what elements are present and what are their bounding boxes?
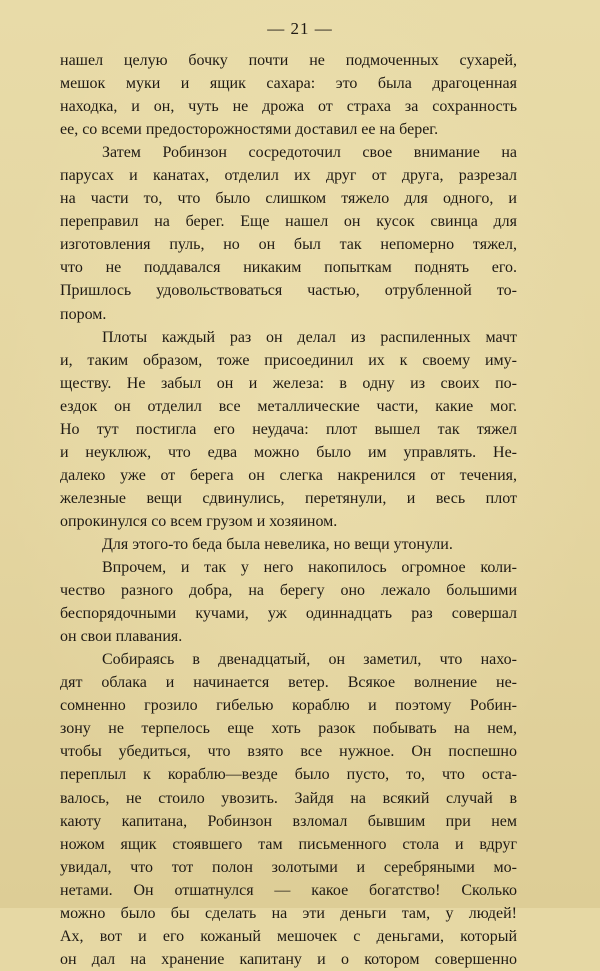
text-line: нетами. Он отшатнулся — какое богатство! Сколько: [60, 881, 517, 899]
text-line: увидал, что тот полон золотыми и серебряными мо-: [60, 858, 517, 876]
text-line: зону не терпелось еще хоть разок побывать на нем,: [60, 720, 517, 738]
text-line: ществу. Не забыл он и железа: в одну из своих по-: [60, 374, 517, 392]
text-line: дят облака и начинается ветер. Всякое волнение не-: [60, 674, 517, 692]
text-line: Собираясь в двенадцатый, он заметил, что нахо-: [102, 651, 517, 669]
text-line: Для этого-то беда была невелика, но вещи утонули.: [102, 535, 453, 553]
text-line: можно было бы сделать на эти деньги там, у людей!: [60, 904, 517, 922]
text-line: переправил на берег. Еще нашел он кусок свинца для: [60, 213, 517, 231]
text-line: ее, со всеми предосторожностями доставил ее на берег.: [60, 121, 439, 139]
text-line: он дал на хранение капитану и о котором совершенно: [60, 950, 517, 968]
text-line: на части то, что было слишком тяжело для одного, и: [60, 190, 517, 208]
text-line: Затем Робинзон сосредоточил свое внимание на: [102, 144, 517, 162]
text-line: переплыл к кораблю—везде было пусто, то, что оста-: [60, 766, 517, 784]
text-line: сомненно грозило гибелью кораблю и поэтому Робин-: [60, 697, 517, 715]
text-line: железные вещи сдвинулись, перетянули, и весь плот: [60, 489, 517, 507]
text-line: далеко уже от берега он слегка накренился от течения,: [60, 466, 517, 484]
text-line: что не поддавался никаким попыткам поднять его.: [60, 259, 517, 277]
text-line: и, таким образом, тоже присоединил их к своему иму-: [60, 351, 517, 369]
body-text: [60, 49, 517, 971]
text-line: мешок муки и ящик сахара: это была драгоценная: [60, 75, 517, 93]
text-line: Плоты каждый раз он делал из распиленных мачт: [102, 328, 517, 346]
text-line: каюту капитана, Робинзон взломал бывшим при нем: [60, 812, 517, 830]
text-line: нашел целую бочку почти не подмоченных сухарей,: [60, 52, 517, 69]
text-line: он свои плавания.: [60, 628, 183, 646]
text-line: Пришлось удовольствоваться частью, отрубленной то-: [60, 282, 517, 300]
text-line: парусах и канатах, отделил их друг от друга, разрезал: [60, 167, 517, 185]
text-line: чтобы убедиться, что взято все нужное. Он поспешно: [60, 743, 517, 761]
text-line: опрокинулся со всем грузом и хозяином.: [60, 512, 338, 530]
text-line: и неуклюж, что едва можно было им управлять. Не-: [60, 443, 517, 461]
text-line: беспорядочными кучами, уж одиннадцать раз совершал: [60, 605, 517, 623]
text-line: Но тут постигла его неудача: плот вышел так тяжел: [60, 420, 517, 438]
text-line: пором.: [60, 305, 107, 323]
text-line: валось, не стоило увозить. Зайдя на всякий случай в: [60, 789, 517, 807]
text-line: Ах, вот и его кожаный мешочек с деньгами, который: [60, 927, 517, 945]
text-line: чество разного добра, на берегу оно лежало большими: [60, 582, 517, 600]
text-line: ножом ящик стоявшего там письменного стола и вдруг: [60, 835, 517, 853]
text-line: изготовления пуль, но он был так непомерно тяжел,: [60, 236, 517, 254]
page-number: — 21 —: [267, 19, 333, 38]
text-line: ездок он отделил все металлические части, какие мог.: [60, 397, 517, 415]
text-line: находка, и он, чуть не дрожа от страха за сохранность: [60, 98, 517, 116]
text-line: Впрочем, и так у него накопилось огромное коли-: [102, 559, 517, 577]
